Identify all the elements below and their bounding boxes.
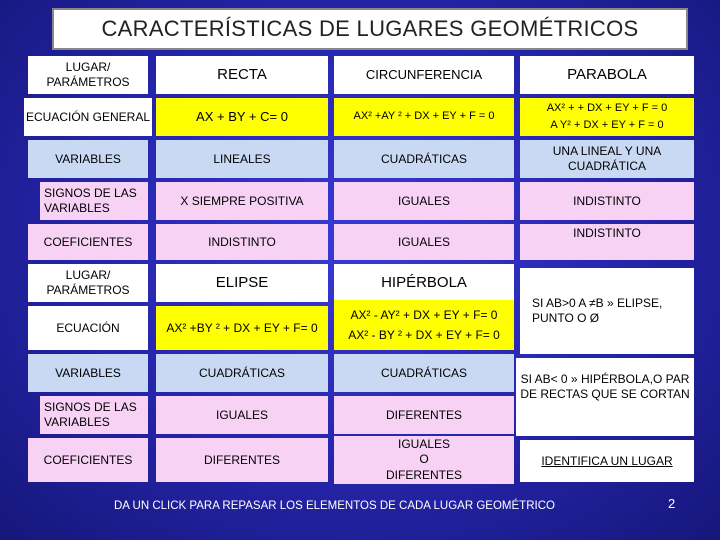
t1-row-variables-label: VARIABLES bbox=[28, 140, 148, 178]
t1-row-coeficientes-label: COEFICIENTES bbox=[28, 224, 148, 260]
t2-elipse-coeficientes: DIFERENTES bbox=[156, 438, 328, 482]
footer-instruction: DA UN CLICK PARA REPASAR LOS ELEMENTOS DE CADA LUGAR GEOMÉTRICO bbox=[114, 500, 555, 512]
t2-header-hiperbola: HIPÉRBOLA bbox=[334, 264, 514, 302]
t1-parabola-ecuacion-line1: AX² + + DX + EY + F = 0 bbox=[546, 101, 668, 114]
identifica-lugar-link[interactable]: IDENTIFICA UN LUGAR bbox=[520, 440, 694, 482]
hiperbola-condition-note: SI AB< 0 » HIPÉRBOLA,O PAR DE RECTAS QUE SE CORTAN bbox=[516, 358, 694, 436]
t1-row-ecuacion-label: ECUACIÓN GENERAL bbox=[24, 98, 152, 136]
t2-hiperbola-coef-line3: DIFERENTES bbox=[385, 467, 462, 482]
elipse-condition-note: SI AB>0 A ≠B » ELIPSE, PUNTO O Ø bbox=[520, 268, 694, 354]
t1-circunferencia-ecuacion: AX² +AY ² + DX + EY + F = 0 bbox=[334, 98, 514, 136]
t1-parabola-variables: UNA LINEAL Y UNA CUADRÁTICA bbox=[520, 140, 694, 178]
t1-recta-ecuacion: AX + BY + C= 0 bbox=[156, 98, 328, 136]
t1-parabola-ecuacion bbox=[520, 98, 694, 136]
t1-header-recta: RECTA bbox=[156, 56, 328, 94]
t1-parabola-signos: INDISTINTO bbox=[520, 182, 694, 220]
t1-parabola-coeficientes: INDISTINTO bbox=[520, 224, 694, 260]
t1-recta-signos: X SIEMPRE POSITIVA bbox=[156, 182, 328, 220]
t1-circunferencia-signos: IGUALES bbox=[334, 182, 514, 220]
t2-header-elipse: ELIPSE bbox=[156, 264, 328, 302]
t2-elipse-signos: IGUALES bbox=[156, 396, 328, 434]
t2-row-ecuacion-label: ECUACIÓN bbox=[28, 306, 148, 350]
t1-header-parabola: PARABOLA bbox=[520, 56, 694, 94]
page-title: CARACTERÍSTICAS DE LUGARES GEOMÉTRICOS bbox=[52, 8, 688, 50]
t1-circunferencia-variables: CUADRÁTICAS bbox=[334, 140, 514, 178]
t2-elipse-variables: CUADRÁTICAS bbox=[156, 354, 328, 392]
t1-circunferencia-coeficientes: IGUALES bbox=[334, 224, 514, 260]
t1-parabola-ecuacion-line2: A Y² + DX + EY + F = 0 bbox=[550, 118, 664, 131]
t1-recta-coeficientes: INDISTINTO bbox=[156, 224, 328, 260]
t1-recta-variables: LINEALES bbox=[156, 140, 328, 178]
t2-hiperbola-ecuacion-line1: AX² - AY² + DX + EY + F= 0 bbox=[350, 307, 498, 322]
t2-row-signos-label: SIGNOS DE LAS VARIABLES bbox=[40, 396, 148, 434]
t2-row-coeficientes-label: COEFICIENTES bbox=[28, 438, 148, 482]
t2-hiperbola-signos: DIFERENTES bbox=[334, 396, 514, 434]
t2-hiperbola-coef-line2: O bbox=[419, 452, 429, 467]
page-number: 2 bbox=[668, 496, 676, 511]
t2-elipse-ecuacion: AX² +BY ² + DX + EY + F= 0 bbox=[156, 306, 328, 350]
t2-hiperbola-coeficientes bbox=[334, 436, 514, 484]
t2-hiperbola-ecuacion-line2: AX² - BY ² + DX + EY + F= 0 bbox=[348, 327, 500, 342]
t1-header-circunferencia: CIRCUNFERENCIA bbox=[334, 56, 514, 94]
t1-header-parametros: LUGAR/ PARÁMETROS bbox=[28, 56, 148, 94]
t2-header-parametros: LUGAR/ PARÁMETROS bbox=[28, 264, 148, 302]
t2-hiperbola-variables: CUADRÁTICAS bbox=[334, 354, 514, 392]
t2-hiperbola-coef-line1: IGUALES bbox=[397, 436, 451, 451]
t1-row-signos-label: SIGNOS DE LAS VARIABLES bbox=[40, 182, 148, 220]
t2-hiperbola-ecuacion bbox=[334, 300, 514, 350]
t2-row-variables-label: VARIABLES bbox=[28, 354, 148, 392]
